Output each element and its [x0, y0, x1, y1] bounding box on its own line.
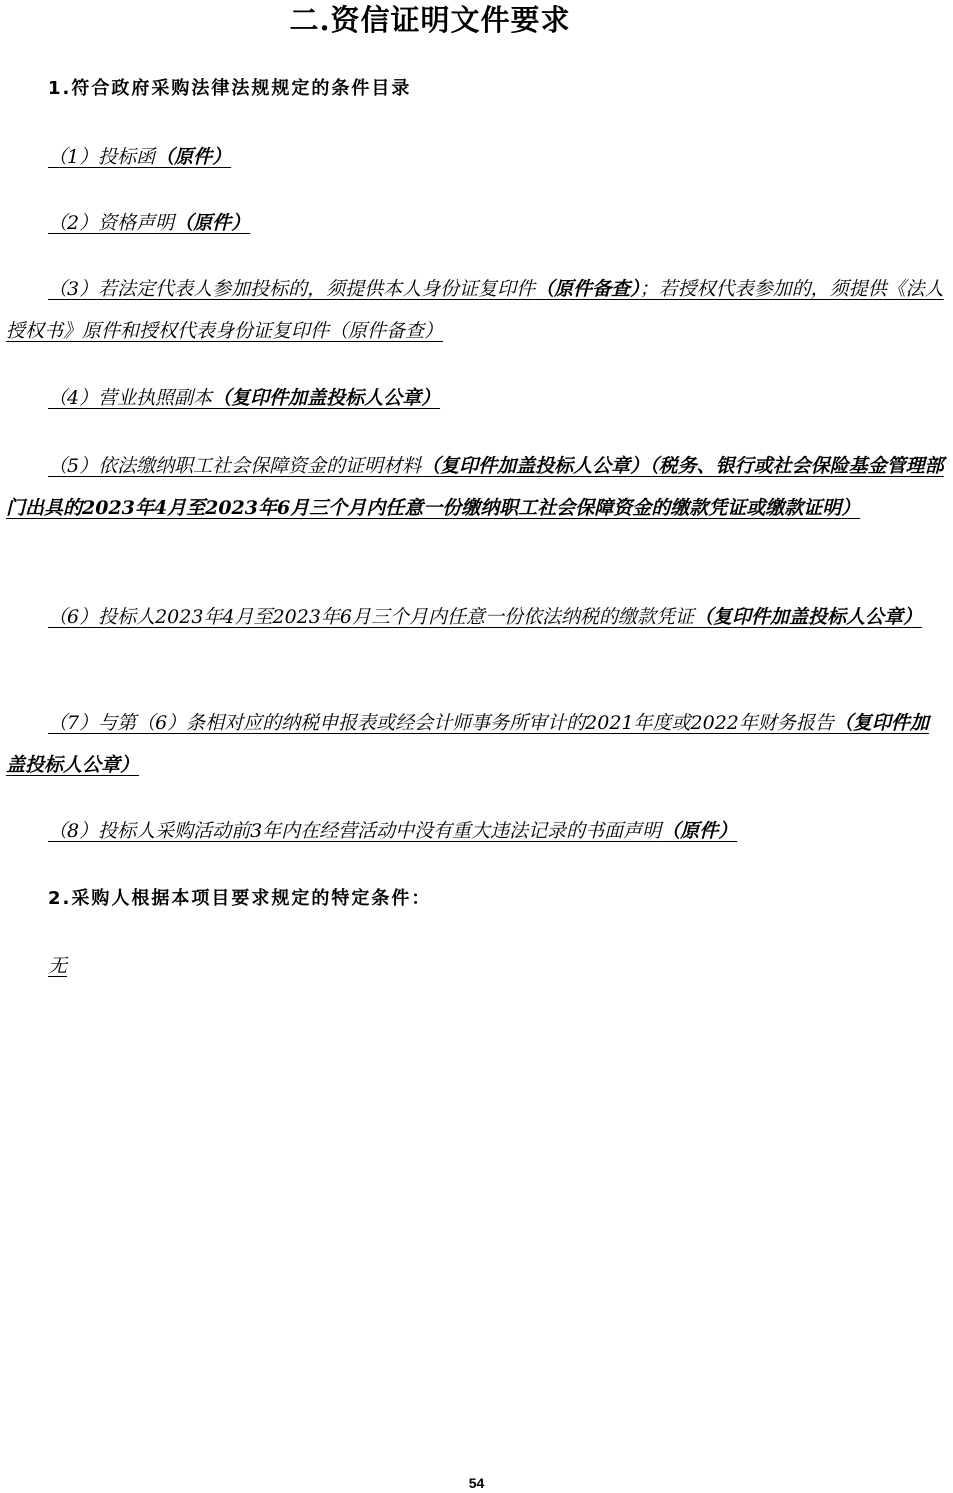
list-item: （8）投标人采购活动前3年内在经营活动中没有重大违法记录的书面声明（原件） [48, 820, 738, 842]
page-title: 二.资信证明文件要求 [289, 3, 571, 37]
list-item: （6）投标人2023年4月至2023年6月三个月内任意一份依法纳税的缴款凭证（复印件加盖投标人公章） [48, 606, 922, 628]
section-1-heading: 1.符合政府采购法律法规规定的条件目录 [48, 78, 412, 99]
list-item: （3）若法定代表人参加投标的，须提供本人身份证复印件（原件备查）；若授权代表参加的，须提供《法人授权书》原件和授权代表身份证复印件（原件备查） [6, 278, 944, 342]
list-item: （2）资格声明（原件） [48, 212, 251, 234]
section-2-heading: 2.采购人根据本项目要求规定的特定条件： [48, 888, 432, 909]
page-number: 54 [468, 1475, 485, 1491]
list-item: （7）与第（6）条相对应的纳税申报表或经会计师事务所审计的2021年度或2022年财务报告（复印件加盖投标人公章） [6, 712, 929, 776]
list-item: （1）投标函（原件） [48, 146, 232, 168]
list-item: （4）营业执照副本（复印件加盖投标人公章） [48, 387, 441, 409]
list-item: （5）依法缴纳职工社会保障资金的证明材料（复印件加盖投标人公章）（税务、银行或社会保险基金管理部门出具的2023年4月至2023年6月三个月内任意一份缴纳职工社会保障资金的缴款凭证或缴款证明） [6, 455, 944, 519]
special-conditions-value: 无 [48, 955, 68, 977]
